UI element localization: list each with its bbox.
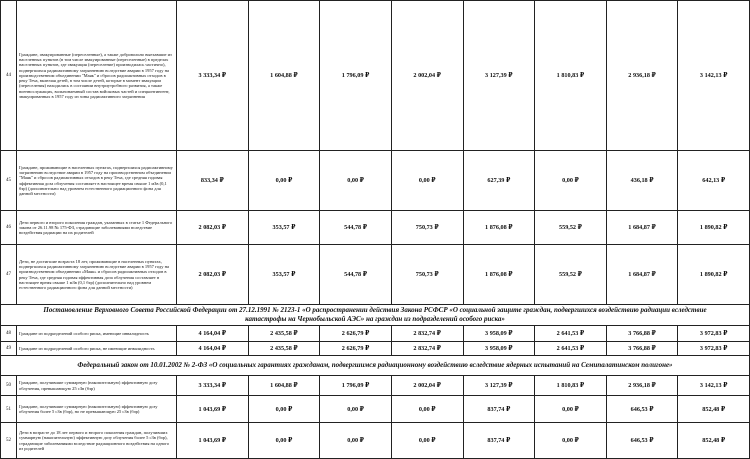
row-category: Граждане, получившие суммарную (накопительную) эффективную дозу облучения более 5 сЗв (бэр), но не превышающую 25 сЗв (бэр) <box>17 396 177 423</box>
amount-cell: 0,00 ₽ <box>391 423 463 459</box>
amount-cell: 1 876,08 ₽ <box>463 245 535 305</box>
amount-cell: 1 604,88 ₽ <box>248 376 320 396</box>
row-number: 51 <box>1 396 17 423</box>
row-number: 50 <box>1 376 17 396</box>
amount-cell: 642,13 ₽ <box>678 151 750 211</box>
row-number: 45 <box>1 151 17 211</box>
amount-cell: 750,73 ₽ <box>391 211 463 245</box>
amount-cell: 3 972,83 ₽ <box>678 326 750 342</box>
row-category: Дети в возрасте до 18 лет первого и второго поколения граждан, получивших суммарную (накопительную) эффективную дозу облучения более 5 сЗв (бэр), страдающие заболеваниями вследствие радиационного воздействия на одного из родителей <box>17 423 177 459</box>
amount-cell: 1 876,08 ₽ <box>463 211 535 245</box>
section-header-row <box>1 305 750 326</box>
amount-cell: 2 626,79 ₽ <box>320 342 392 356</box>
row-number: 47 <box>1 245 17 305</box>
amount-cell: 1 890,82 ₽ <box>678 245 750 305</box>
amount-cell: 3 127,39 ₽ <box>463 1 535 151</box>
row-category: Граждане из подразделений особого риска, не имеющие инвалидность <box>17 342 177 356</box>
amount-cell: 544,78 ₽ <box>320 211 392 245</box>
amount-cell: 1 796,09 ₽ <box>320 376 392 396</box>
row-number: 44 <box>1 1 17 151</box>
amount-cell: 2 002,04 ₽ <box>391 376 463 396</box>
amount-cell: 2 832,74 ₽ <box>391 342 463 356</box>
row-category: Граждане, проживающие в населенных пунктах, подвергшихся радиоактивному загрязнению вследствие аварии в 1957 году на производственном объединении "Маяк" и сбросов радиоактивных отходов в реку Теча, где средняя годовая эффективная доза облучения составляет в настоящее время свыше 1 мЗв (0,1 бэр) (дополнительно над уровнем естественного радиационного фона для данной местности) <box>17 151 177 211</box>
amount-cell: 2 641,53 ₽ <box>535 326 607 342</box>
table-row <box>1 376 750 396</box>
row-category: Дети, не достигшие возраста 18 лет, проживающие в населенных пунктах, подвергшихся радиоактивному загрязнению вследствие аварии в 1957 году на производственном объединении «Маяк» и сбросов радиоактивных отходов в реку Теча, где средняя годовая эффективная доза облучения составляет в настоящее время свыше 1 мЗв (0,1 бэр) (дополнительно над уровнем естественного радиационного фона для данной местности) <box>17 245 177 305</box>
amount-cell: 0,00 ₽ <box>391 151 463 211</box>
amount-cell: 0,00 ₽ <box>535 151 607 211</box>
section-header-row <box>1 356 750 376</box>
table-row <box>1 342 750 356</box>
amount-cell: 1 684,87 ₽ <box>606 245 678 305</box>
table-row <box>1 151 750 211</box>
amount-cell: 646,53 ₽ <box>606 396 678 423</box>
amount-cell: 2 936,18 ₽ <box>606 1 678 151</box>
amount-cell: 0,00 ₽ <box>535 423 607 459</box>
section-title-line: катастрофы на Чернобыльской АЭС» на граждан из подразделений особого риска» <box>245 315 505 323</box>
amount-cell: 2 082,03 ₽ <box>177 211 249 245</box>
amount-cell: 2 641,53 ₽ <box>535 342 607 356</box>
amount-cell: 2 832,74 ₽ <box>391 326 463 342</box>
amount-cell: 2 936,18 ₽ <box>606 376 678 396</box>
row-category: Дети первого и второго поколения граждан, указанных в статье 1 Федерального закона от 26.11.98 № 175-ФЗ, страдающие заболеваниями вследствие воздействия радиации на их родителей <box>17 211 177 245</box>
amount-cell: 3 333,34 ₽ <box>177 1 249 151</box>
payments-table-body <box>1 1 750 459</box>
amount-cell: 4 164,04 ₽ <box>177 326 249 342</box>
amount-cell: 1 890,82 ₽ <box>678 211 750 245</box>
amount-cell: 1 796,09 ₽ <box>320 1 392 151</box>
amount-cell: 3 142,13 ₽ <box>678 376 750 396</box>
table-row <box>1 211 750 245</box>
row-number: 52 <box>1 423 17 459</box>
table-row <box>1 396 750 423</box>
amount-cell: 3 127,39 ₽ <box>463 376 535 396</box>
amount-cell: 1 043,69 ₽ <box>177 396 249 423</box>
row-category: Граждане, эвакуированные (переселенные), а также добровольно выехавшие из населенных пунктов (в том числе эвакуированные (переселенные) в пределах населенных пунктов, где эвакуация (переселение) производилась частично), подвергшихся радиоактивному загрязнению вследствие аварии в 1957 году на производственном объединении "Маяк" и сбросов радиоактивных отходов в реку Теча, включая детей, в том числе детей, которые в момент эвакуации (переселения) находились в состоянии внутриутробного развития, а также военнослужащих, вольнонаемный состав войсковых частей и спецконтингент, эвакуированных в 1957 году из зоны радиоактивного загрязнения <box>17 1 177 151</box>
amount-cell: 4 164,04 ₽ <box>177 342 249 356</box>
amount-cell: 559,52 ₽ <box>535 211 607 245</box>
amount-cell: 353,57 ₽ <box>248 245 320 305</box>
table-row <box>1 423 750 459</box>
amount-cell: 544,78 ₽ <box>320 245 392 305</box>
amount-cell: 0,00 ₽ <box>320 423 392 459</box>
table-row <box>1 326 750 342</box>
row-category: Граждане из подразделений особого риска, имеющие инвалидность <box>17 326 177 342</box>
amount-cell: 2 435,58 ₽ <box>248 326 320 342</box>
amount-cell: 2 435,58 ₽ <box>248 342 320 356</box>
amount-cell: 1 684,87 ₽ <box>606 211 678 245</box>
amount-cell: 436,18 ₽ <box>606 151 678 211</box>
amount-cell: 833,34 ₽ <box>177 151 249 211</box>
amount-cell: 353,57 ₽ <box>248 211 320 245</box>
amount-cell: 0,00 ₽ <box>535 396 607 423</box>
amount-cell: 852,48 ₽ <box>678 423 750 459</box>
amount-cell: 1 810,83 ₽ <box>535 376 607 396</box>
amount-cell: 0,00 ₽ <box>248 396 320 423</box>
section-title <box>1 305 750 326</box>
amount-cell: 3 142,13 ₽ <box>678 1 750 151</box>
amount-cell: 3 766,88 ₽ <box>606 342 678 356</box>
amount-cell: 837,74 ₽ <box>463 396 535 423</box>
amount-cell: 0,00 ₽ <box>248 151 320 211</box>
amount-cell: 3 766,88 ₽ <box>606 326 678 342</box>
section-title-line: Постановление Верховного Совета Российской Федерации от 27.12.1991 № 2123-1 «О распространении действия Закона РСФСР «О социальной защите граждан, подвергшихся воздействию радиации вследствие <box>43 306 707 314</box>
amount-cell: 3 333,34 ₽ <box>177 376 249 396</box>
amount-cell: 3 972,83 ₽ <box>678 342 750 356</box>
amount-cell: 0,00 ₽ <box>320 396 392 423</box>
amount-cell: 750,73 ₽ <box>391 245 463 305</box>
row-number: 48 <box>1 326 17 342</box>
amount-cell: 0,00 ₽ <box>391 396 463 423</box>
amount-cell: 2 082,03 ₽ <box>177 245 249 305</box>
amount-cell: 2 626,79 ₽ <box>320 326 392 342</box>
amount-cell: 3 958,09 ₽ <box>463 326 535 342</box>
table-row <box>1 1 750 151</box>
amount-cell: 1 810,83 ₽ <box>535 1 607 151</box>
amount-cell: 837,74 ₽ <box>463 423 535 459</box>
amount-cell: 559,52 ₽ <box>535 245 607 305</box>
row-number: 46 <box>1 211 17 245</box>
amount-cell: 1 604,88 ₽ <box>248 1 320 151</box>
amount-cell: 2 002,04 ₽ <box>391 1 463 151</box>
row-number: 49 <box>1 342 17 356</box>
amount-cell: 627,39 ₽ <box>463 151 535 211</box>
amount-cell: 852,48 ₽ <box>678 396 750 423</box>
table-row <box>1 245 750 305</box>
amount-cell: 0,00 ₽ <box>320 151 392 211</box>
amount-cell: 1 043,69 ₽ <box>177 423 249 459</box>
amount-cell: 3 958,09 ₽ <box>463 342 535 356</box>
row-category: Граждане, получившие суммарную (накопительную) эффективную дозу облучения, превышающую 25 сЗв (бэр) <box>17 376 177 396</box>
section-title-line: Федеральный закон от 10.01.2002 № 2-ФЗ «О социальных гарантиях гражданам, подвергшимся радиационному воздействию вследствие ядерных испытаний на Семипалатинском полигоне» <box>77 361 673 369</box>
section-title <box>1 356 750 376</box>
amount-cell: 646,53 ₽ <box>606 423 678 459</box>
amount-cell: 0,00 ₽ <box>248 423 320 459</box>
